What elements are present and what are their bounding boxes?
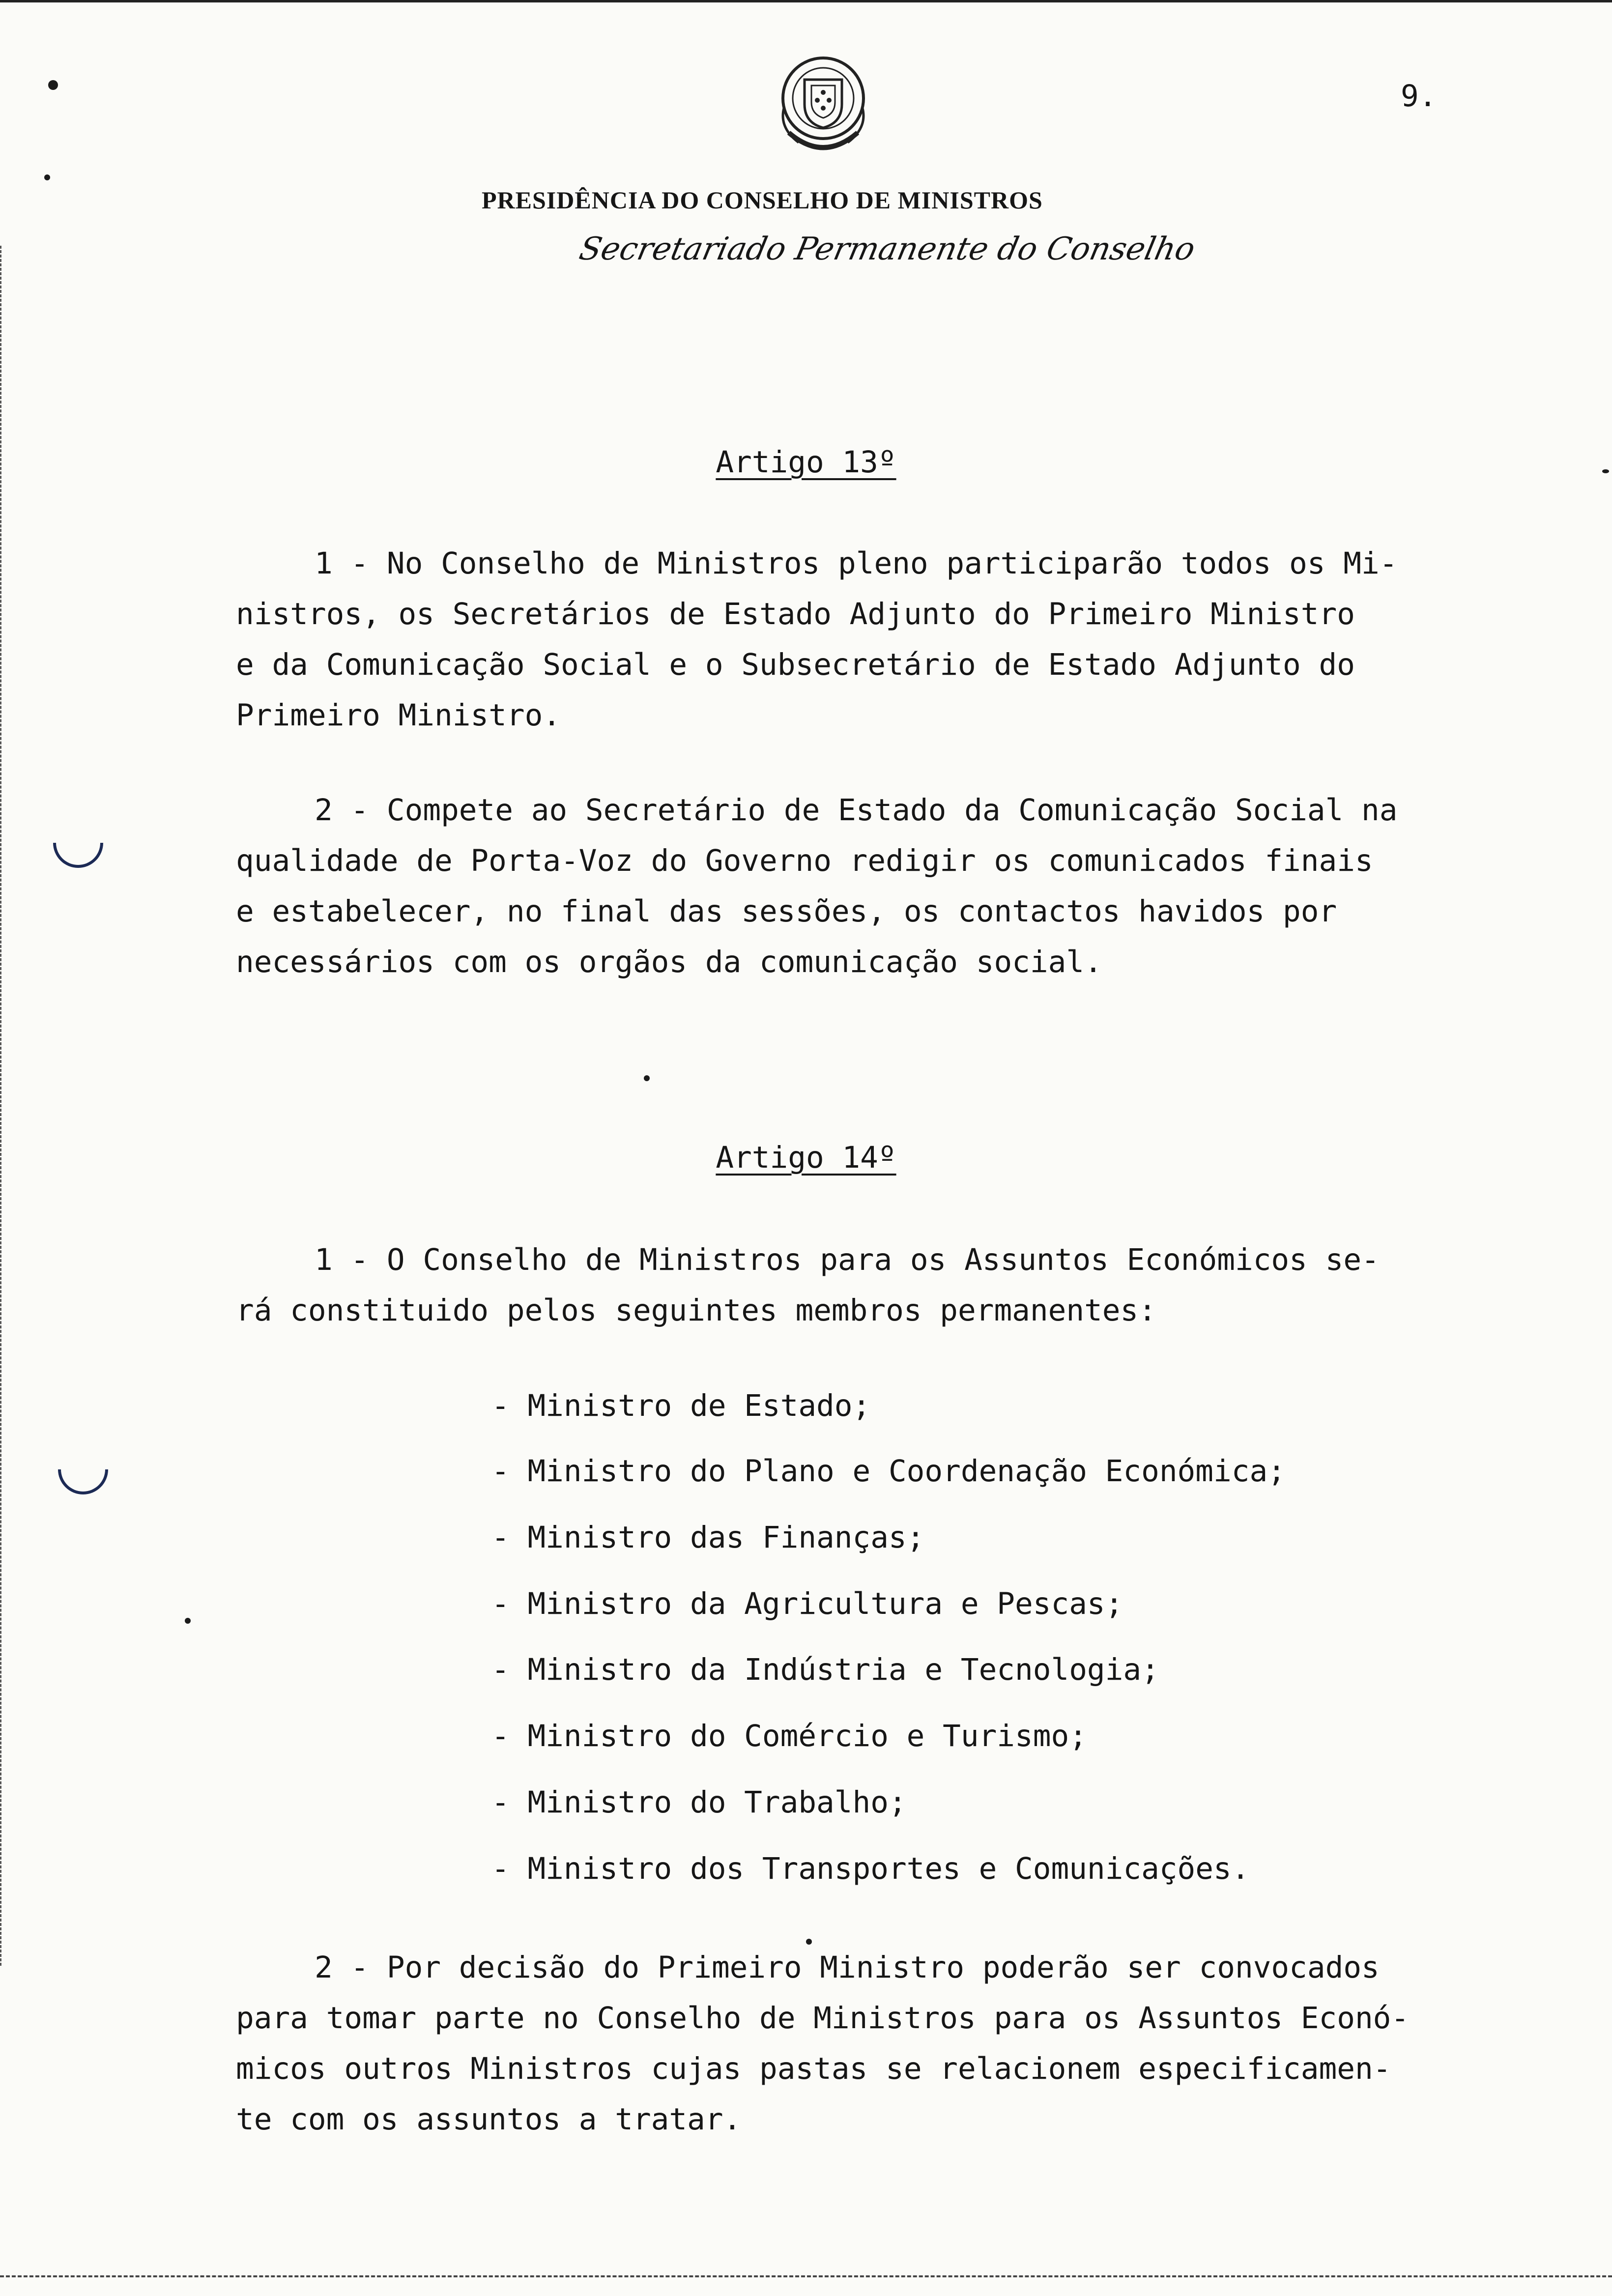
scan-speck — [806, 1939, 812, 1945]
scan-speck — [48, 80, 58, 90]
article-13-paragraph-1 — [236, 538, 1514, 741]
left-edge-perforation — [0, 246, 1, 1966]
article-13-paragraph-2 — [236, 785, 1514, 987]
list-item: - Ministro dos Transportes e Comunicações. — [491, 1851, 1250, 1886]
list-item: - Ministro da Indústria e Tecnologia; — [491, 1652, 1159, 1687]
text-line: e da Comunicação Social e o Subsecretário de Estado Adjunto do — [236, 647, 1355, 682]
text-line: rá constituido pelos seguintes membros permanentes: — [236, 1293, 1156, 1328]
text-line: nistros, os Secretários de Estado Adjunto do Primeiro Ministro — [236, 597, 1355, 631]
list-item: - Ministro de Estado; — [491, 1388, 871, 1423]
office-name: PRESIDÊNCIA DO CONSELHO DE MINISTROS — [482, 186, 1043, 214]
page-number: 9. — [1401, 79, 1437, 114]
article-13-heading: Artigo 13º — [716, 445, 896, 480]
punch-hole-mark — [58, 1469, 108, 1494]
scan-speck — [644, 1075, 650, 1081]
text-line: te com os assuntos a tratar. — [236, 2102, 742, 2137]
list-item: - Ministro da Agricultura e Pescas; — [491, 1586, 1123, 1621]
article-14-paragraph-1 — [236, 1234, 1514, 1336]
text-line: qualidade de Porta-Voz do Governo redigir os comunicados finais — [236, 843, 1373, 878]
text-line: micos outros Ministros cujas pastas se relacionem especificamen- — [236, 2051, 1391, 2086]
coat-of-arms-seal-icon — [769, 49, 877, 167]
list-item: - Ministro do Comércio e Turismo; — [491, 1719, 1087, 1753]
text-line: 2 - Por decisão do Primeiro Ministro poderão ser convocados — [315, 1950, 1380, 1985]
text-line: 1 - No Conselho de Ministros pleno participarão todos os Mi- — [315, 546, 1398, 581]
text-line: e estabelecer, no final das sessões, os contactos havidos por — [236, 894, 1337, 929]
text-line: 1 - O Conselho de Ministros para os Assuntos Económicos se- — [315, 1242, 1380, 1277]
text-line: necessários com os orgãos da comunicação social. — [236, 945, 1102, 979]
secretariat-name: Secretariado Permanente do Conselho — [576, 231, 1199, 267]
article-14-heading: Artigo 14º — [716, 1140, 896, 1175]
top-edge-rule — [0, 0, 1612, 2]
list-item: - Ministro do Plano e Coordenação Económica; — [491, 1454, 1286, 1489]
text-line: 2 - Compete ao Secretário de Estado da Comunicação Social na — [315, 793, 1398, 828]
scan-speck — [1602, 469, 1609, 473]
punch-hole-mark — [53, 843, 103, 868]
list-item: - Ministro do Trabalho; — [491, 1785, 907, 1820]
scan-speck — [44, 174, 50, 180]
text-line: para tomar parte no Conselho de Ministros para os Assuntos Econó- — [236, 2001, 1410, 2036]
article-14-paragraph-2 — [236, 1942, 1514, 2145]
scan-speck — [185, 1618, 191, 1624]
bottom-edge-perforation — [0, 2275, 1612, 2277]
text-line: Primeiro Ministro. — [236, 698, 561, 733]
list-item: - Ministro das Finanças; — [491, 1520, 925, 1555]
